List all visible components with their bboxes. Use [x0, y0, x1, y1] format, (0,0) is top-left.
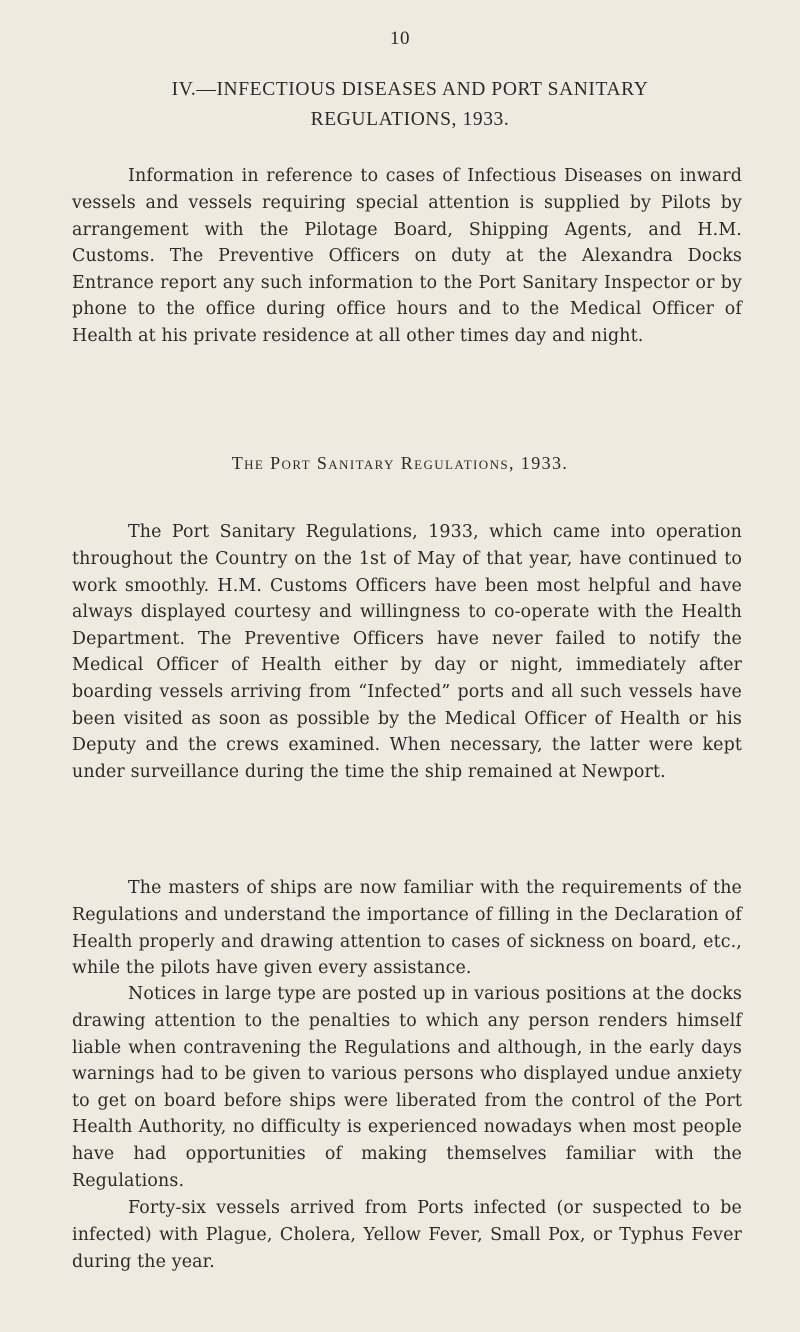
paragraph-masters: The masters of ships are now familiar with the requirements of the Regulations and understand the importance of filling in the Declaration of Health properly and drawing attention to cases of sickness on board, etc., while the pilots have given every assistance.	[72, 878, 742, 979]
page-number: 10	[390, 28, 410, 49]
section-heading-line-1: IV.—INFECTIOUS DISEASES AND PORT SANITARY	[171, 79, 649, 100]
paragraph-information: Information in reference to cases of Infectious Diseases on inward vessels and vessels requiring special attention is supplied by Pilots by arrangement with the Pilotage Board, Shipping Agents, and H.M. Customs. The Preventive Officers on duty at the Alexandra Docks Entrance report any such information to the Port Sanitary Inspector or by phone to the office during office hours and to the Medical Officer of Health at his private residence at all other times day and night.	[72, 166, 742, 346]
section-heading-line-2: REGULATIONS, 1933.	[310, 109, 510, 130]
paragraph-vessels: Forty-six vessels arrived from Ports infected (or suspected to be infected) with Plague, Cholera, Yellow Fever, Small Pox, or Typhus Fever during the year.	[72, 1198, 742, 1272]
sub-heading-regulations: The Port Sanitary Regulations, 1933.	[231, 453, 569, 473]
section-heading	[90, 75, 730, 135]
paragraph-regulations: The Port Sanitary Regulations, 1933, which came into operation throughout the Country on the 1st of May of that year, have continued to work smoothly. H.M. Customs Officers have been most helpful and have always displayed courtesy and willingness to co-operate with the Health Department. The Preventive Officers have never failed to notify the Medical Officer of Health either by day or night, immediately after boarding vessels arriving from “Infected” ports and all such vessels have been visited as soon as possible by the Medical Officer of Health or his Deputy and the crews examined. When necessary, the latter were kept under surveillance during the time the ship remained at Newport.	[72, 522, 742, 782]
paragraph-notices: Notices in large type are posted up in various positions at the docks drawing attention to the penalties to which any person renders himself liable when contravening the Regulations and although, in the early days warnings had to be given to various persons who displayed undue anxiety to get on board before ships were liberated from the control of the Port Health Authority, no difficulty is experienced nowadays when most people have had opportunities of making themselves familiar with the Regulations.	[72, 984, 742, 1191]
